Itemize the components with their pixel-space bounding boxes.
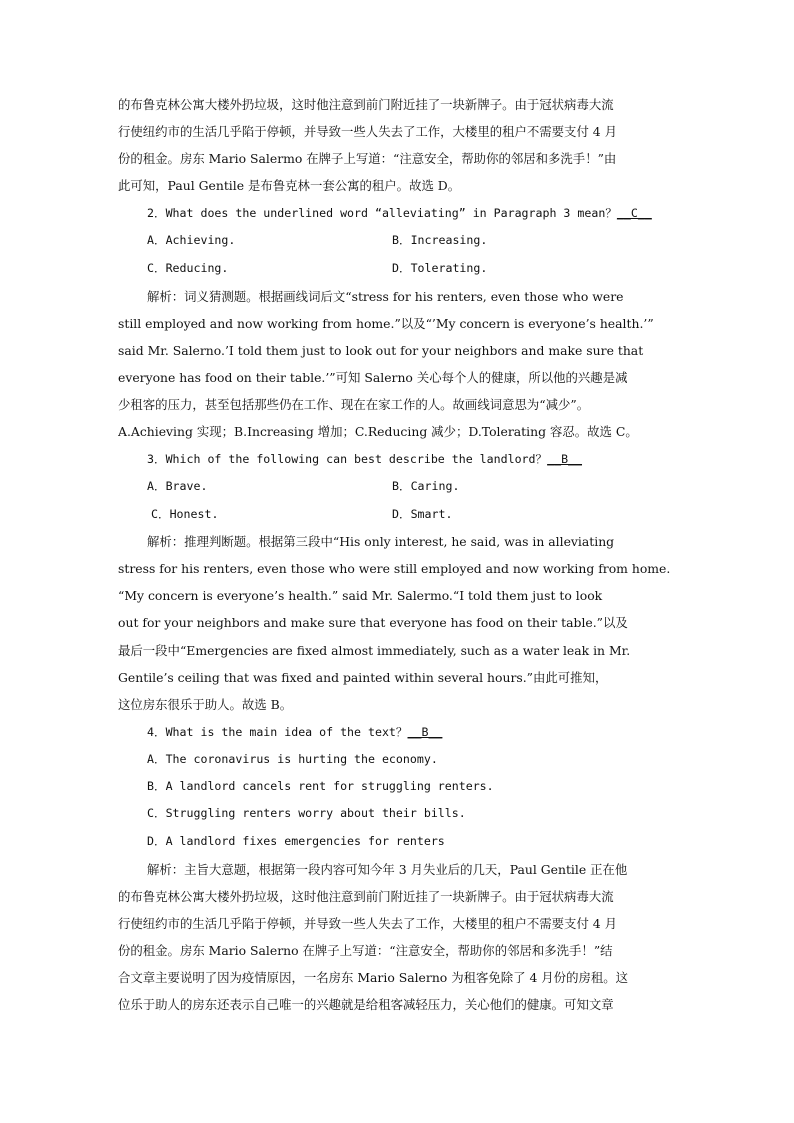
answer-blank: __B__ <box>547 452 583 466</box>
option-d: D．A landlord fixes emergencies for renters <box>147 834 445 848</box>
analysis-line: everyone has food on their table.’”可知 Salerno 关心每个人的健康，所以他的兴趣是减 <box>118 370 628 385</box>
text-line: 行使纽约市的生活几乎陷于停顿，并导致一些人失去了工作，大楼里的租户不需要支付 4 月 <box>118 124 617 139</box>
answer-blank: __B__ <box>407 725 443 739</box>
analysis-line: 份的租金。房东 Mario Salerno 在牌子上写道：“注意安全，帮助你的邻居和多洗手！”结 <box>118 943 613 958</box>
option-c: C．Reducing. <box>147 261 229 275</box>
question-stem-text: 2．What does the underlined word “alleviating” in Paragraph 3 mean？ <box>147 206 617 220</box>
option-d: D．Tolerating. <box>392 261 488 275</box>
analysis-line: Gentile’s ceiling that was fixed and painted within several hours.”由此可推知， <box>118 670 608 685</box>
option-d: D．Smart. <box>392 507 453 521</box>
option-a: A．The coronavirus is hurting the economy. <box>147 752 438 766</box>
analysis-line: 少租客的压力，甚至包括那些仍在工作、现在在家工作的人。故画线词意思为“减少”。 <box>118 397 590 412</box>
analysis-line: 解析：词义猜测题。根据画线词后文“stress for his renters, even those who were <box>147 289 624 304</box>
analysis-line: stress for his renters, even those who were still employed and now working from home. <box>118 561 671 576</box>
option-b: B．A landlord cancels rent for struggling renters. <box>147 779 494 793</box>
analysis-line: 解析：推理判断题。根据第三段中“His only interest, he said, was in alleviating <box>147 534 615 549</box>
option-a: A．Achieving. <box>147 233 236 247</box>
option-row <box>147 255 707 282</box>
analysis-line: A.Achieving 实现；B.Increasing 增加；C.Reducing 减少；D.Tolerating 容忍。故选 C。 <box>118 424 638 439</box>
analysis-line: 最后一段中“Emergencies are fixed almost immediately, such as a water leak in Mr. <box>118 643 631 658</box>
option-c: C．Honest. <box>151 507 219 521</box>
option-c: C．Struggling renters worry about their bills. <box>147 806 466 820</box>
text-line: 此可知，Paul Gentile 是布鲁克林一套公寓的租户。故选 D。 <box>118 178 461 193</box>
analysis-line: out for your neighbors and make sure that everyone has food on their table.”以及 <box>118 615 628 630</box>
question-stem-text: 3．Which of the following can best describe the landlord？ <box>147 452 548 466</box>
option-a: A．Brave. <box>147 479 208 493</box>
text-line: 的布鲁克林公寓大楼外扔垃圾，这时他注意到前门附近挂了一块新牌子。由于冠状病毒大流 <box>118 97 614 112</box>
question-3-stem <box>147 446 707 473</box>
answer-blank: __C__ <box>616 206 652 220</box>
option-b: B．Caring. <box>392 479 460 493</box>
question-2-stem <box>147 200 707 227</box>
option-row <box>147 227 707 254</box>
analysis-line: 解析：主旨大意题，根据第一段内容可知今年 3 月失业后的几天，Paul Gentile 正在他 <box>147 862 628 877</box>
option-row <box>147 473 707 500</box>
question-stem-text: 4．What is the main idea of the text？ <box>147 725 408 739</box>
option-row <box>151 501 711 528</box>
analysis-line: said Mr. Salerno.’I told them just to look out for your neighbors and make sure that <box>118 343 644 358</box>
analysis-line: 这位房东很乐于助人。故选 B。 <box>118 697 293 712</box>
analysis-line: still employed and now working from home.”以及“’My concern is everyone’s health.’” <box>118 316 654 331</box>
analysis-line: 的布鲁克林公寓大楼外扔垃圾，这时他注意到前门附近挂了一块新牌子。由于冠状病毒大流 <box>118 889 614 904</box>
analysis-line: 合文章主要说明了因为疫情原因，一名房东 Mario Salerno 为租客免除了 4 月份的房租。这 <box>118 970 629 985</box>
question-4-stem <box>147 719 707 746</box>
text-line: 份的租金。房东 Mario Salermo 在牌子上写道：“注意安全，帮助你的邻居和多洗手！”由 <box>118 151 617 166</box>
analysis-line: “My concern is everyone’s health.” said Mr. Salermo.“I told them just to look <box>118 588 603 603</box>
analysis-line: 位乐于助人的房东还表示自己唯一的兴趣就是给租客减轻压力，关心他们的健康。可知文章 <box>118 997 614 1012</box>
analysis-line: 行使纽约市的生活几乎陷于停顿，并导致一些人失去了工作，大楼里的租户不需要支付 4 月 <box>118 916 617 931</box>
option-b: B．Increasing. <box>392 233 488 247</box>
